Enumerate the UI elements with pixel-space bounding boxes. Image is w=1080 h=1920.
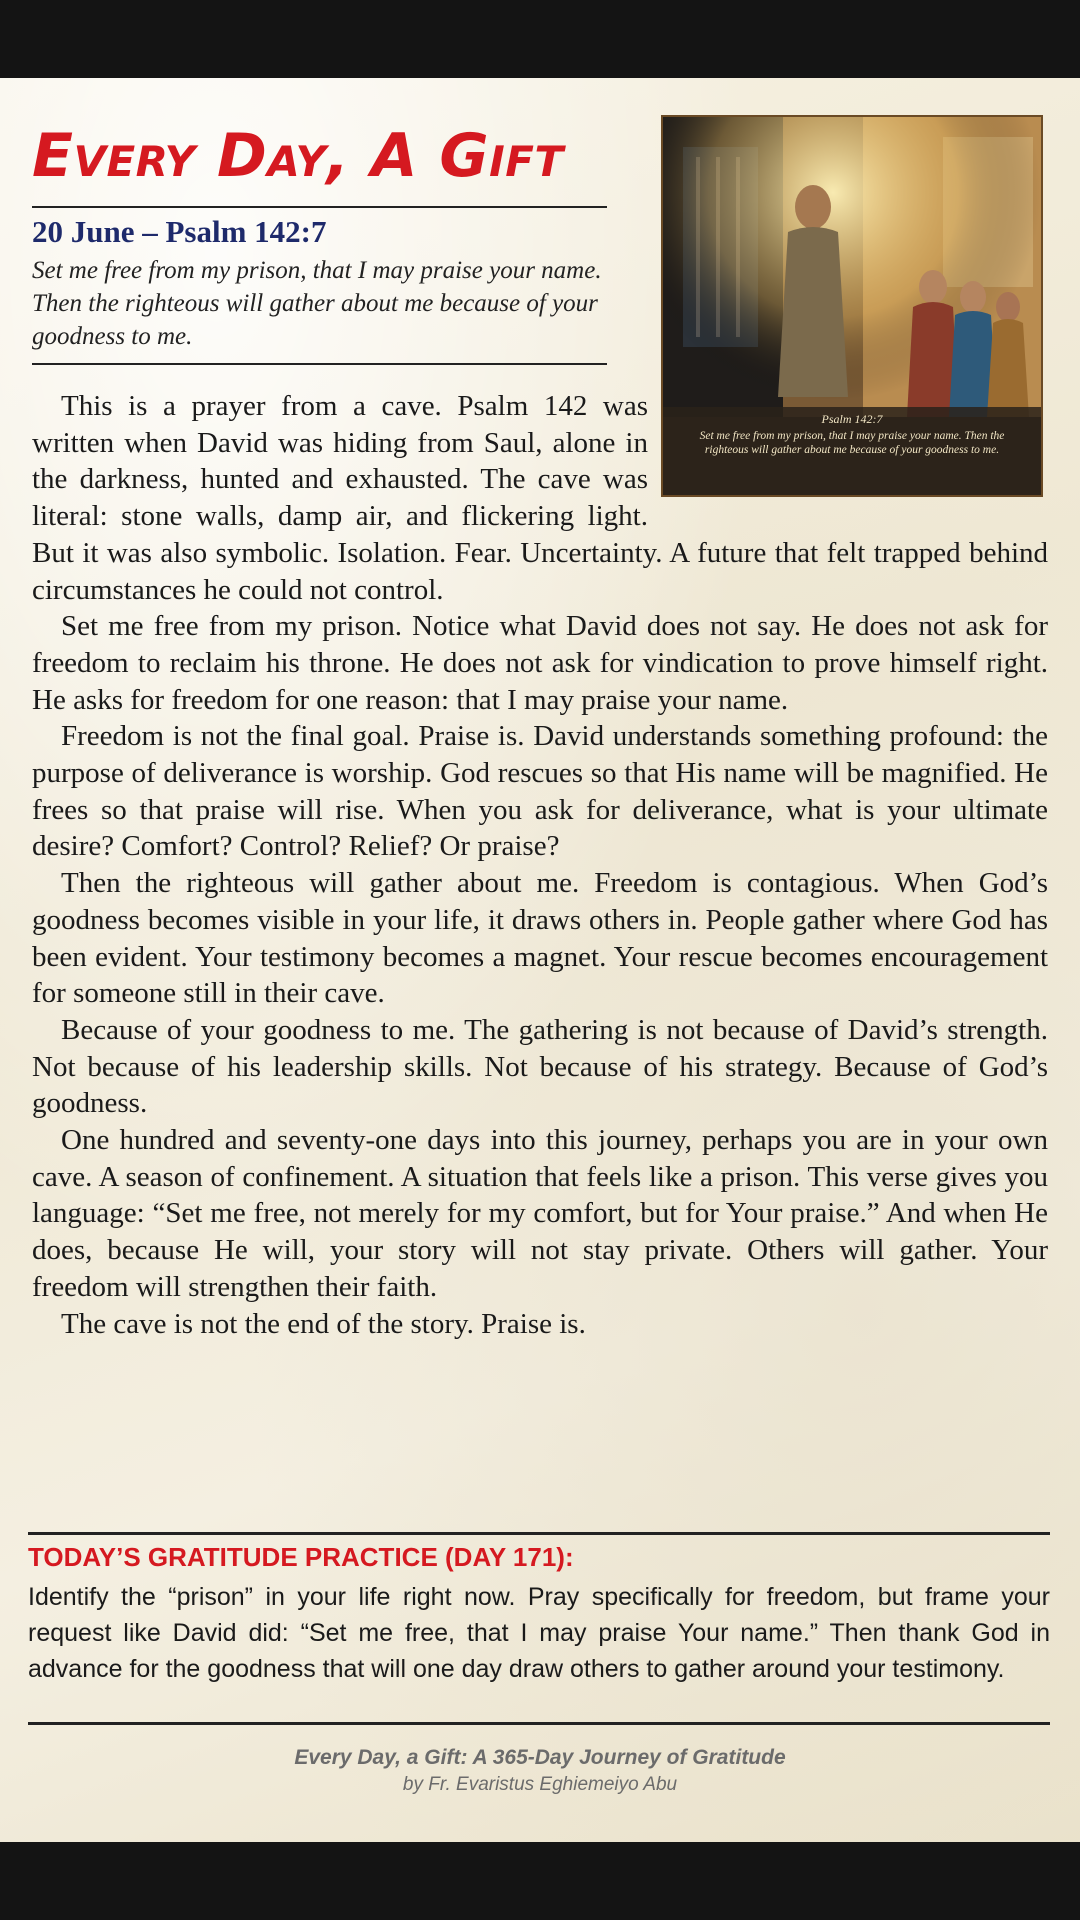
body-paragraph: One hundred and seventy-one days into this journey, perhaps you are in your own cave. A season of confinement. A situation that feels like a prison. This verse gives you language: “Set me free, not merely for my comfort, but for Your praise.” And when He does, because He will, your story will not stay private. Others will gather. Your freedom will strengthen their faith.: [32, 1124, 1048, 1303]
title-divider: [32, 206, 607, 208]
footer-book-title: Every Day, a Gift: A 365-Day Journey of Gratitude: [294, 1746, 786, 1769]
body-paragraph: Freedom is not the final goal. Praise is. David understands something profound: the purpose of deliverance is worship. God rescues so that His name will be magnified. He frees so that praise will rise. When you ask for deliverance, what is your ultimate desire? Comfort? Control? Relief? Or praise?: [32, 720, 1048, 863]
footer: [0, 1746, 1080, 1796]
body-paragraph: This is a prayer from a cave. Psalm 142 was written when David was hiding from Saul, alone in the darkness, hunted and exhausted. The cave was literal: stone walls, damp air, and flickering light. But it was also symbolic. Isolation. Fear. Uncertainty. A future that felt trapped behind circumstances he could not control.: [32, 390, 1048, 606]
devotional-page: [0, 78, 1080, 1842]
practice-title: TODAY’S GRATITUDE PRACTICE (DAY 171):: [28, 1542, 574, 1572]
status-bar: [0, 0, 1080, 78]
body-paragraph: The cave is not the end of the story. Praise is.: [61, 1307, 586, 1340]
page-title: Every Day, A Gift: [32, 121, 564, 191]
devotional-body: [32, 388, 1048, 1342]
navigation-bar: [0, 1842, 1080, 1920]
body-paragraph: Set me free from my prison. Notice what David does not say. He does not ask for freedom to reclaim his throne. He does not ask for vindication to prove himself right. He asks for freedom for one reason: that I may praise your name.: [32, 610, 1048, 716]
body-paragraph: Then the righteous will gather about me. Freedom is contagious. When God’s goodness becomes visible in your life, it draws others in. People gather where God has been evident. Your testimony becomes a magnet. Your rescue becomes encouragement for someone still in their cave.: [32, 867, 1048, 1010]
verse-reference: 20 June – Psalm 142:7: [32, 214, 327, 249]
footer-author: by Fr. Evaristus Eghiemeiyo Abu: [402, 1774, 678, 1795]
body-paragraph: Because of your goodness to me. The gathering is not because of David’s strength. Not because of his leadership skills. Not because of his strategy. Because of God’s goodness.: [32, 1013, 1048, 1120]
verse-divider: [32, 363, 607, 365]
illustration-caption-text: Set me free from my prison, that I may praise your name. Then the righteous will gather about me because of your goodness to me.: [699, 430, 1005, 456]
practice-text: Identify the “prison” in your life right now. Pray specifically for freedom, but frame your request like David did: “Set me free, that I may praise Your name.” Then thank God in advance for the goodness that will one day draw others to gather around your testimony.: [28, 1583, 1050, 1683]
practice-bottom-divider: [28, 1722, 1050, 1725]
verse-text: Set me free from my prison, that I may praise your name. Then the righteous will gather about me because of your goodness to me.: [32, 257, 602, 350]
gratitude-practice: [28, 1532, 1050, 1687]
illustration-caption-ref: Psalm 142:7: [821, 412, 883, 426]
